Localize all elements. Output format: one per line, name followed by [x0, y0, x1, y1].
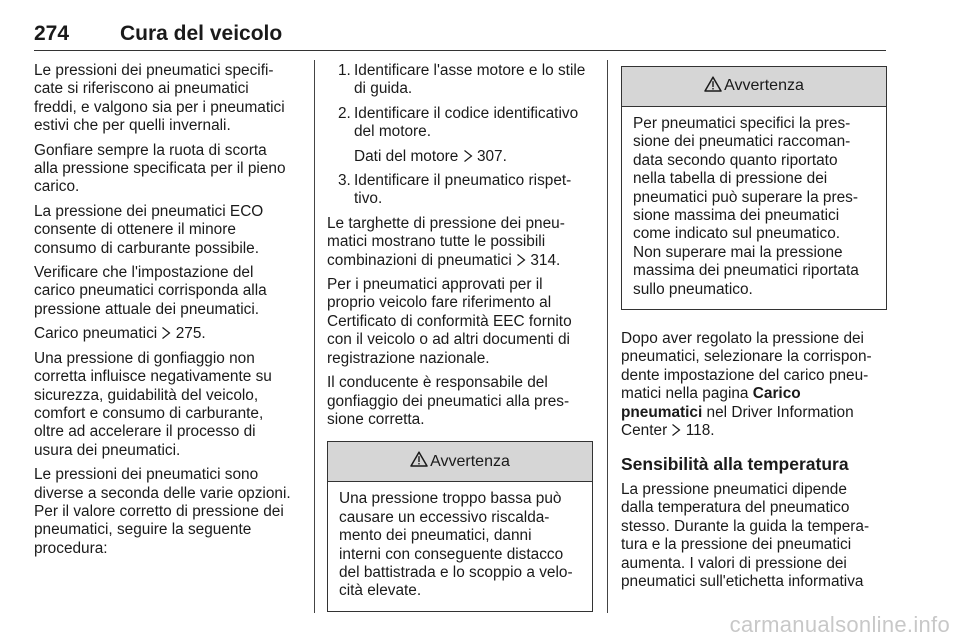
paragraph: Le pressioni dei pneumatici sono diverse a seconda delle varie opzioni. Per il valore corretto di pressione dei pneumatici, seguire la seguente procedura:	[34, 466, 291, 557]
page-reference-arrow-icon[interactable]	[671, 422, 681, 439]
page-reference-arrow-icon[interactable]	[161, 325, 171, 342]
page-reference-link[interactable]: 118.	[685, 422, 715, 440]
menu-reference: Carico	[752, 385, 801, 403]
warning-title: Avvertenza	[430, 452, 510, 470]
paragraph: Il conducente è responsabile del gonfiaggio dei pneumatici alla pres- sione corretta.	[327, 374, 570, 428]
warning-header	[328, 442, 592, 482]
engine-data-reference: Dati del motore 307.	[354, 147, 507, 165]
procedure-list	[327, 62, 593, 142]
paragraph: Una pressione di gonfiaggio non corretta influisce negativamente su sicurezza, guidabilità del veicolo, comfort e consumo di carburante, oltre ad accelerare il processo di usura dei pneumatici.	[34, 349, 272, 459]
warning-title: Avvertenza	[724, 77, 804, 95]
warning-text: Una pressione troppo bassa può causare un eccessivo riscalda- mento dei pneumatici, danni interni con conseguente distacco del battistrada e lo scoppio a velo- cità elevate.	[339, 490, 573, 600]
column-divider	[607, 60, 608, 613]
warning-triangle-icon	[704, 76, 724, 97]
warning-box	[621, 66, 887, 310]
column-3	[621, 62, 887, 597]
paragraph: Verificare che l'impostazione del carico pneumatici corrisponda alla pressione attuale dei pneumatici.	[34, 264, 267, 318]
warning-box	[327, 441, 593, 611]
warning-triangle-icon	[410, 451, 430, 472]
page-reference-link[interactable]: 275.	[175, 325, 206, 343]
paragraph: La pressione pneumatici dipende dalla temperatura del pneumatico stesso. Durante la guida la tempera- tura e la pressione dei pneumatici aumenta. I valori di pressione dei pneumatici sull'etichetta informativa	[621, 480, 870, 590]
column-divider	[314, 60, 315, 613]
menu-reference: pneumatici	[621, 403, 703, 421]
list-item: 2. Identificare il codice identificativo del motore.	[338, 104, 579, 141]
page-reference-arrow-icon[interactable]	[516, 252, 526, 269]
warning-text: Per pneumatici specifici la pres- sione dei pneumatici raccoman- data secondo quanto riportato nella tabella di pressione dei pneumatici può superare la pres- sione massima dei pneumatici come indicato sul pneumatico. Non superare mai la pressione massima dei pneumatici riportata sullo pneumatico.	[633, 115, 859, 298]
paragraph: Per i pneumatici approvati per il proprio veicolo fare riferimento al Certificato di conformità EEC fornito con il veicolo o ad altri documenti di registrazione nazionale.	[327, 276, 572, 367]
page-number: 274	[34, 22, 70, 45]
page-header	[34, 12, 886, 51]
column-1	[34, 62, 302, 564]
column-2	[327, 62, 593, 626]
paragraph: Le pressioni dei pneumatici specifi- cate si riferiscono ai pneumatici freddi, e valgono sia per i pneumatici estivi che per quelli invernali.	[34, 62, 285, 135]
page-title: Cura del veicolo	[120, 22, 283, 45]
page-reference-link[interactable]: 314.	[530, 251, 561, 269]
carico-reference: Carico pneumatici 275.	[34, 325, 206, 343]
paragraph: Gonfiare sempre la ruota di scorta alla pressione specificata per il pieno carico.	[34, 141, 286, 196]
paragraph: Dopo aver regolato la pressione dei pneumatici, selezionare la corrispon- dente impostazione del carico pneu- matici nella pagina Carico pneumatici nel Driver Information Center 118.	[621, 330, 872, 440]
list-item: 1. Identificare l'asse motore e lo stile di guida.	[338, 62, 586, 98]
paragraph: Le targhette di pressione dei pneu- matici mostrano tutte le possibili combinazioni di pneumatici 314.	[327, 214, 565, 269]
watermark: carmanualsonline.info	[729, 612, 950, 637]
paragraph: La pressione dei pneumatici ECO consente di ottenere il minore consumo di carburante possibile.	[34, 202, 264, 257]
procedure-list	[327, 172, 593, 209]
warning-header	[622, 67, 886, 107]
page-reference-link[interactable]: 307.	[476, 147, 507, 165]
section-title: Sensibilità alla temperatura	[621, 453, 849, 474]
list-item: 3. Identificare il pneumatico rispet- tivo.	[338, 172, 572, 208]
page-reference-arrow-icon[interactable]	[463, 148, 473, 165]
